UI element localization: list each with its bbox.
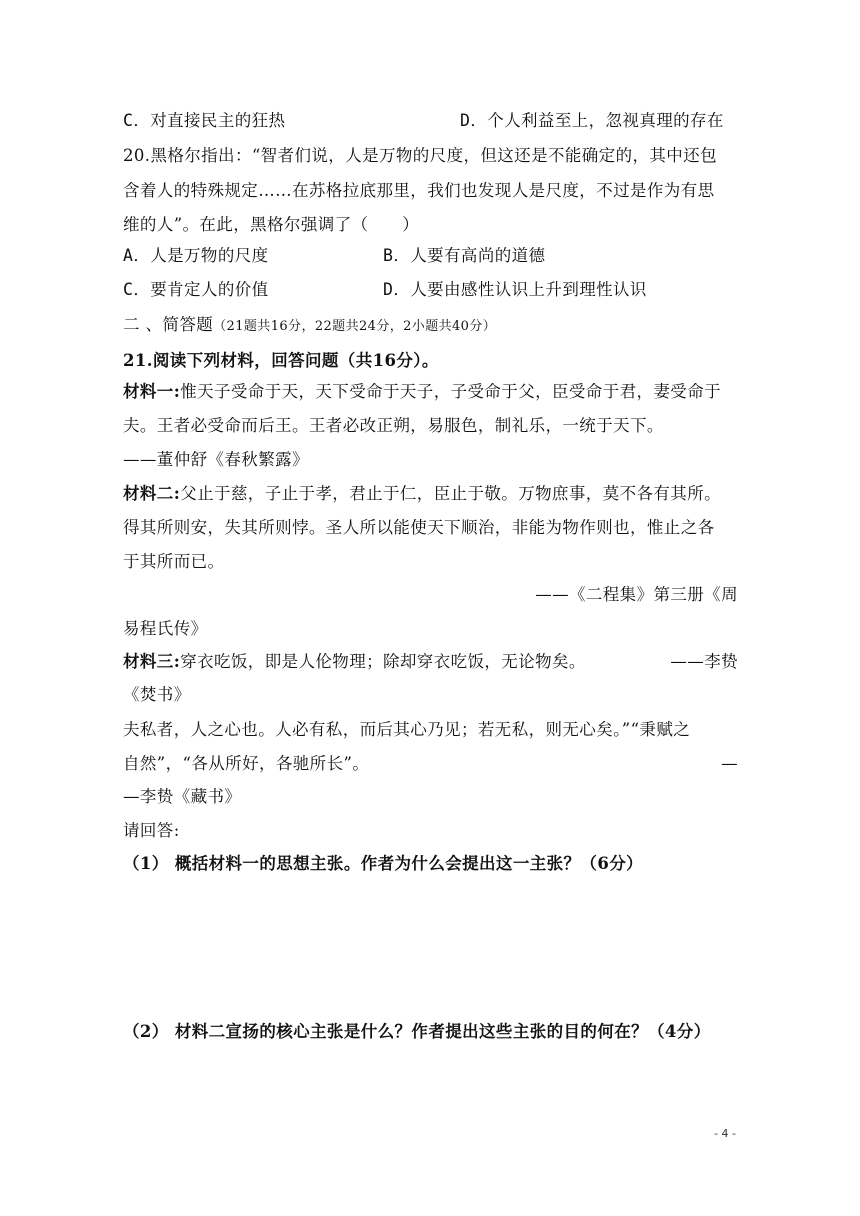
- material-2-line-2: 得其所则安，失其所则悖。圣人所以能使天下顺治，非能为物作则也，惟止之各: [123, 518, 715, 537]
- material-3-source-d: —李贽《藏书》: [123, 787, 242, 806]
- page-number: - 4 -: [714, 1127, 736, 1140]
- q20-stem-line-3: 维的人”。在此，黑格尔强调了（ ）: [123, 215, 420, 234]
- q20-option-d: D．人要由感性认识上升到理性认识: [383, 280, 647, 299]
- material-3-source-c: —: [721, 754, 738, 773]
- material-2-text-1: 父止于慈，子止于孝，君止于仁，臣止于敬。万物庶事，莫不各有其所。: [180, 484, 722, 503]
- material-3-line-2: 夫私者，人之心也。人必有私，而后其心乃见；若无私，则无心矣。”“秉赋之: [123, 720, 691, 739]
- answer-prompt: 请回答:: [123, 821, 180, 840]
- material-3-source-b: 《焚书》: [123, 685, 191, 704]
- material-2-source-b: 易程氏传》: [123, 619, 208, 638]
- material-1-line-1: [123, 381, 721, 403]
- q19-option-c: C．对直接民主的狂热: [123, 111, 286, 130]
- q20-stem-line-1: 20.黑格尔指出：“智者们说，人是万物的尺度，但这还是不能确定的，其中还包: [123, 146, 717, 165]
- section-2-score-note: （21题共16分，22题共24分，2小题共40分）: [213, 319, 497, 334]
- sub-question-2: （2） 材料二宣扬的核心主张是什么？作者提出这些主张的目的何在？（4分）: [123, 1022, 711, 1041]
- q20-stem-line-2: 含着人的特殊规定……在苏格拉底那里，我们也发现人是尺度，不过是作为有思: [123, 181, 715, 200]
- material-3-source-a: ——李贽: [670, 652, 738, 671]
- material-3-label: 材料三:: [123, 652, 181, 671]
- q19-option-d: D．个人利益至上，忽视真理的存在: [460, 111, 724, 130]
- material-2-line-1: [123, 483, 721, 505]
- section-2-heading: [123, 314, 496, 338]
- material-3-text-1: 穿衣吃饭，即是人伦物理；除却穿衣吃饭，无论物矣。: [180, 652, 586, 671]
- material-3-line-1: [123, 651, 586, 673]
- material-1-label: 材料一:: [123, 382, 181, 401]
- material-1-line-2: 夫。王者必受命而后王。王者必改正朔，易服色，制礼乐，一统于天下。: [123, 416, 664, 435]
- q20-option-b: B．人要有高尚的道德: [383, 246, 546, 265]
- material-1-text-1: 惟天子受命于天，天下受命于天子，子受命于父，臣受命于君，妻受命于: [180, 382, 722, 401]
- material-2-label: 材料二:: [123, 484, 181, 503]
- material-1-source: ——董仲舒《春秋繁露》: [123, 450, 309, 469]
- q20-option-a: A．人是万物的尺度: [123, 246, 269, 265]
- section-2-title: 二 、简答题: [123, 315, 214, 334]
- material-3-line-3: 自然”，“各从所好，各驰所长”。: [123, 754, 370, 773]
- q20-option-c: C．要肯定人的价值: [123, 280, 269, 299]
- sub-question-1: （1） 概括材料一的思想主张。作者为什么会提出这一主张？（6分）: [123, 854, 644, 873]
- material-2-source-a: ——《二程集》第三册《周: [535, 585, 738, 604]
- q21-heading: 21.阅读下列材料，回答问题（共16分）。: [123, 351, 439, 370]
- material-2-line-3: 于其所而已。: [123, 552, 225, 571]
